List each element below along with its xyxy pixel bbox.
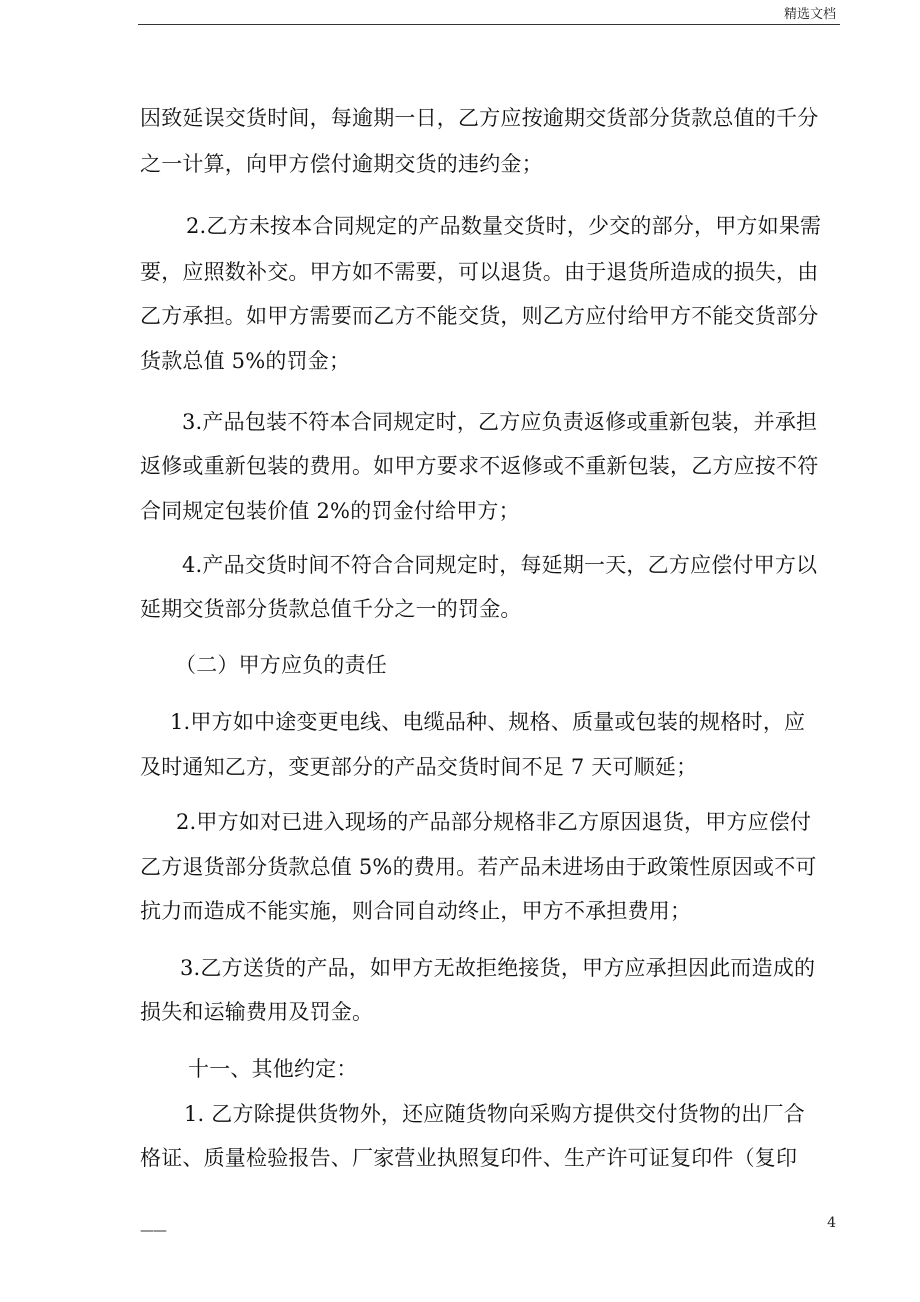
page-number: 4 <box>827 1215 836 1231</box>
header-label: 精选文档 <box>783 7 836 22</box>
body-line: 损失和运输费用及罚金。 <box>140 1000 374 1024</box>
footer-dash: —— <box>140 1223 166 1239</box>
body-line: 乙方退货部分货款总值 5%的费用。若产品未进场由于政策性原因或不可 <box>140 855 817 879</box>
body-line: 3.乙方送货的产品，如甲方无故拒绝接货，甲方应承担因此而造成的 <box>180 956 816 980</box>
body-line: 及时通知乙方，变更部分的产品交货时间不足 7 天可顺延； <box>140 755 698 779</box>
body-line: 货款总值 5%的罚金； <box>140 349 351 373</box>
body-line: 合同规定包装价值 2%的罚金付给甲方； <box>140 499 520 523</box>
body-line: 1.甲方如中途变更电线、电缆品种、规格、质量或包装的规格时，应 <box>170 710 806 734</box>
body-line: 乙方承担。如甲方需要而乙方不能交货，则乙方应付给甲方不能交货部分 <box>140 304 819 328</box>
body-line: （二）甲方应负的责任 <box>175 653 387 677</box>
body-line: 抗力而造成不能实施，则合同自动终止，甲方不承担费用； <box>140 899 692 923</box>
body-line: 因致延误交货时间，每逾期一日，乙方应按逾期交货部分货款总值的千分 <box>140 106 819 130</box>
body-line: 要，应照数补交。甲方如不需要，可以退货。由于退货所造成的损失，由 <box>140 260 819 284</box>
header-rule <box>138 24 840 25</box>
body-line: 延期交货部分货款总值千分之一的罚金。 <box>140 597 522 621</box>
body-line: 返修或重新包装的费用。如甲方要求不返修或不重新包装，乙方应按不符 <box>140 454 819 478</box>
body-line: 1. 乙方除提供货物外，还应随货物向采购方提供交付货物的出厂合 <box>184 1102 805 1126</box>
body-line: 4.产品交货时间不符合合同规定时，每延期一天，乙方应偿付甲方以 <box>182 553 818 577</box>
body-line: 2.甲方如对已进入现场的产品部分规格非乙方原因退货，甲方应偿付 <box>176 810 812 834</box>
body-line: 格证、质量检验报告、厂家营业执照复印件、生产许可证复印件（复印 <box>140 1146 798 1170</box>
body-line: 之一计算，向甲方偿付逾期交货的违约金； <box>140 152 543 176</box>
body-line: 十一、其他约定： <box>188 1057 358 1081</box>
body-line: 2.乙方未按本合同规定的产品数量交货时，少交的部分，甲方如果需 <box>186 214 822 238</box>
body-line: 3.产品包装不符本合同规定时，乙方应负责返修或重新包装，并承担 <box>182 410 818 434</box>
